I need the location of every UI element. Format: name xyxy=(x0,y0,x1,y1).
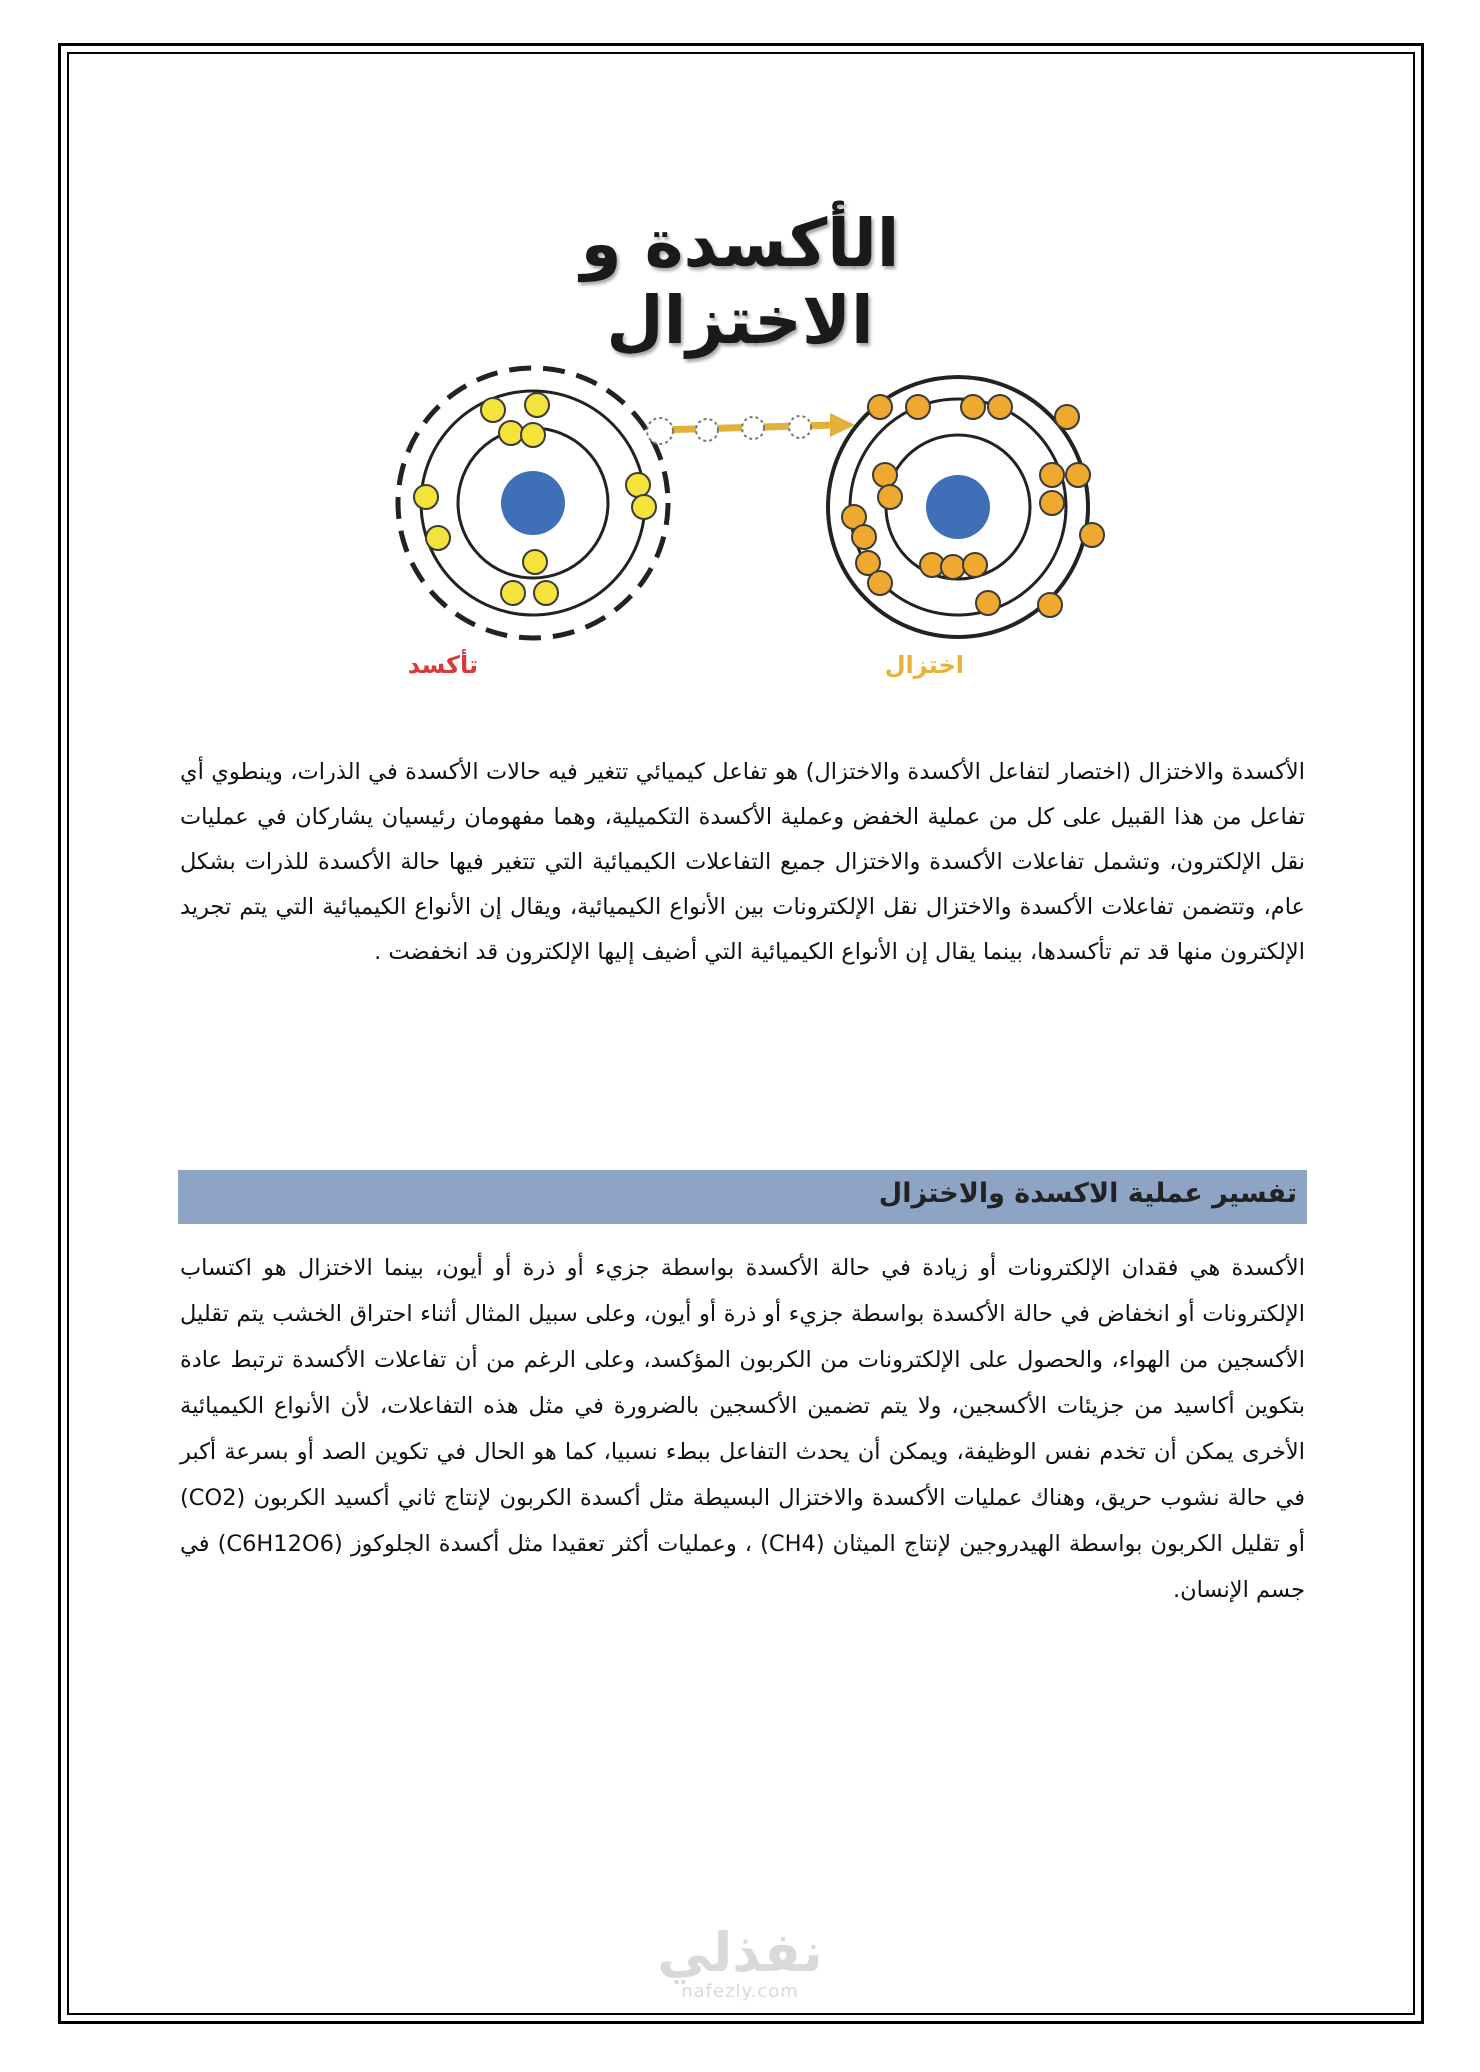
electron xyxy=(1038,593,1062,617)
electron xyxy=(426,526,450,550)
electron xyxy=(868,571,892,595)
electron xyxy=(941,555,965,579)
electron xyxy=(521,423,545,447)
electron xyxy=(501,581,525,605)
electron xyxy=(1055,405,1079,429)
watermark-url: nafezly.com xyxy=(681,1981,799,2002)
electron xyxy=(481,398,505,422)
redox-diagram xyxy=(370,355,1130,695)
electron xyxy=(976,591,1000,615)
page-title: الأكسدة و الاختزال xyxy=(580,205,900,359)
electron xyxy=(626,473,650,497)
electron xyxy=(963,553,987,577)
electron xyxy=(1040,463,1064,487)
electron xyxy=(988,395,1012,419)
oxidation-label: تأكسد xyxy=(407,651,478,679)
electron xyxy=(852,525,876,549)
electron xyxy=(534,581,558,605)
electron xyxy=(1066,463,1090,487)
electron-transfer-arrow xyxy=(647,413,855,444)
electron xyxy=(873,463,897,487)
nucleus-right xyxy=(926,475,990,539)
section-heading-bar xyxy=(178,1170,1307,1224)
section-paragraph: الأكسدة هي فقدان الإلكترونات أو زيادة في حالة الأكسدة بواسطة جزيء أو ذرة أو أيون، بينما الاختزال هو اكتساب الإلكترونات أو انخفاض في حالة الأكسدة بواسطة جزيء أو ذرة أو أيون، وعلى سبيل المثال أثناء احتراق الخشب يتم تقليل الأكسجين من الهواء، والحصول على الإلكترونات من الكربون المؤكسد، وعلى الرغم من أن تفاعلات الأكسدة ترتبط عادة بتكوين أكاسيد من جزيئات الأكسجين، ولا يتم تضمين الأكسجين بالضرورة في مثل هذه التفاعلات، لأن الأنواع الكيميائية الأخرى يمكن أن تخدم نفس الوظيفة، ويمكن أن يحدث التفاعل ببطء نسبيا، كما هو الحال في تكوين الصد أو بسرعة أكبر في حالة نشوب حريق، وهناك عمليات الأكسدة والاختزال البسيطة مثل أكسدة الكربون لإنتاج ثاني أكسيد الكربون (CO2) أو تقليل الكربون بواسطة الهيدروجين لإنتاج الميثان (CH4) ، وعمليات أكثر تعقيدا مثل أكسدة الجلوكوز (C6H12O6) في جسم الإنسان. xyxy=(180,1255,1305,1603)
electron xyxy=(878,485,902,509)
oxidized-atom xyxy=(398,368,668,638)
electron xyxy=(523,550,547,574)
watermark-logo: نفذلي xyxy=(657,1921,823,1984)
nucleus-left xyxy=(501,471,565,535)
electron xyxy=(868,395,892,419)
electron xyxy=(906,395,930,419)
electron xyxy=(525,393,549,417)
intro-paragraph: الأكسدة والاختزال (اختصار لتفاعل الأكسدة والاختزال) هو تفاعل كيميائي تتغير فيه حالات الأكسدة في الذرات، وينطوي أي تفاعل من هذا القبيل على كل من عملية الخفض وعملية الأكسدة التكميلية، وهما مفهومان رئيسيان يشاركان في عمليات نقل الإلكترون، وتشمل تفاعلات الأكسدة والاختزال جميع التفاعلات الكيميائية التي تتغير فيها حالة الأكسدة للذرات بشكل عام، وتتضمن تفاعلات الأكسدة والاختزال نقل الإلكترونات بين الأنواع الكيميائية، ويقال إن الأنواع الكيميائية التي يتم تجريد الإلكترون منها قد تم تأكسدها، بينما يقال إن الأنواع الكيميائية التي أضيف إليها الإلكترون قد انخفضت . xyxy=(180,759,1305,965)
section-heading: تفسير عملية الاكسدة والاختزال xyxy=(878,1178,1297,1209)
electron xyxy=(499,421,523,445)
electron xyxy=(632,495,656,519)
electron xyxy=(1080,523,1104,547)
reduced-atom xyxy=(828,377,1104,637)
electron xyxy=(1040,491,1064,515)
reduction-label: اختزال xyxy=(884,651,964,679)
electron xyxy=(961,395,985,419)
electron xyxy=(414,485,438,509)
watermark xyxy=(640,1921,840,2002)
